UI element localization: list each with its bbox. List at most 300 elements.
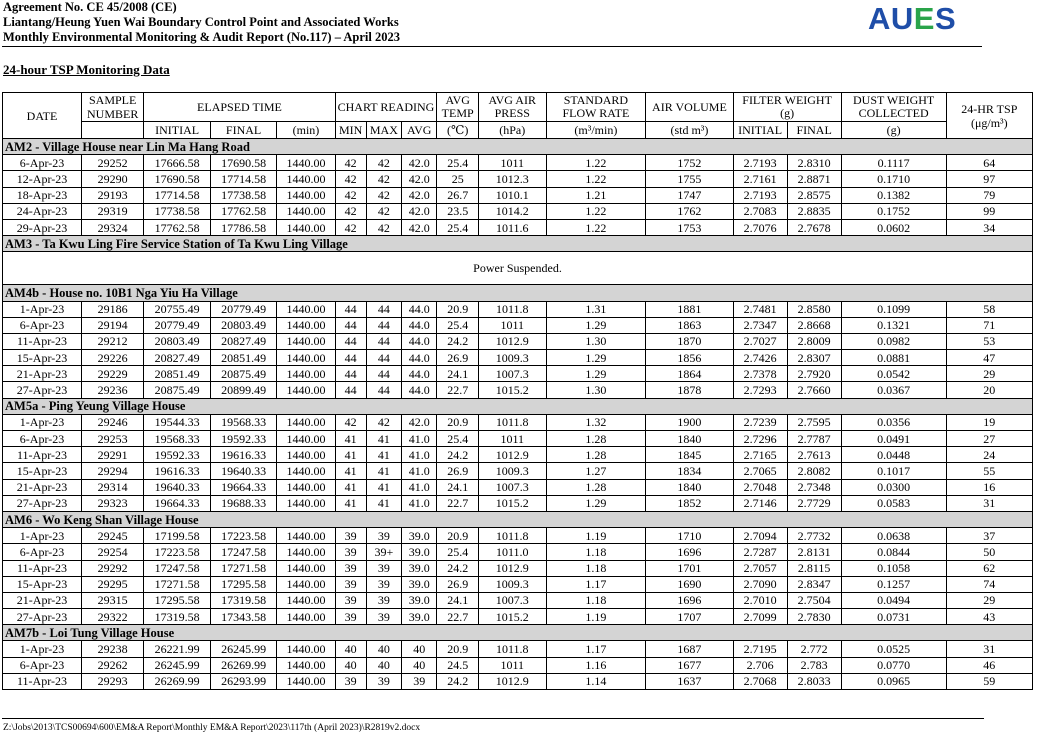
cell-chart-avg: 42.0 [402,187,437,203]
cell-chart-avg: 39.0 [402,592,437,608]
cell-chart-avg: 44.0 [402,333,437,349]
cell-sample-number: 29324 [81,219,143,235]
cell-chart-avg: 44.0 [402,366,437,382]
cell-dust-weight: 0.0844 [841,544,946,560]
site-name: AM4b - House no. 10B1 Nga Yiu Ha Village [3,285,1033,301]
cell-filter-initial: 2.7161 [733,171,787,187]
cell-avg-air-press: 1015.2 [478,495,546,511]
cell-air-volume: 1900 [646,414,733,430]
col-24hr-tsp-label: 24-HR TSP [961,101,1018,116]
cell-dust-weight: 0.1710 [841,171,946,187]
cell-elapsed-initial: 17319.58 [144,609,211,625]
cell-chart-avg: 41.0 [402,431,437,447]
cell-elapsed-min: 1440.00 [277,171,335,187]
cell-filter-final: 2.7613 [787,447,841,463]
cell-elapsed-initial: 17199.58 [144,528,211,544]
cell-filter-final: 2.8115 [787,560,841,576]
cell-filter-final: 2.8033 [787,673,841,689]
table-row [3,495,1033,511]
cell-chart-min: 44 [335,301,366,317]
cell-elapsed-final: 17295.58 [210,576,277,592]
cell-24hr-tsp: 55 [946,463,1032,479]
table-row [3,544,1033,560]
cell-avg-temp: 25.4 [437,431,479,447]
cell-elapsed-initial: 20851.49 [144,366,211,382]
col-sample-number: SAMPLE NUMBER [81,93,143,122]
cell-chart-avg: 41.0 [402,479,437,495]
cell-date: 6-Apr-23 [3,431,82,447]
cell-elapsed-initial: 17690.58 [144,171,211,187]
cell-avg-temp: 24.1 [437,592,479,608]
cell-filter-initial: 2.7065 [733,463,787,479]
cell-chart-max: 42 [366,171,401,187]
cell-dust-weight: 0.0356 [841,414,946,430]
cell-avg-temp: 23.5 [437,203,479,219]
table-row [3,576,1033,592]
cell-avg-temp: 25.4 [437,544,479,560]
cell-sample-number: 29193 [81,187,143,203]
cell-24hr-tsp: 71 [946,317,1032,333]
cell-dust-weight: 0.0542 [841,366,946,382]
report-title: Monthly Environmental Monitoring & Audit Report (No.117) – April 2023 [3,30,401,44]
cell-chart-max: 39 [366,592,401,608]
cell-elapsed-min: 1440.00 [277,155,335,171]
cell-elapsed-min: 1440.00 [277,350,335,366]
cell-filter-final: 2.783 [787,657,841,673]
cell-sample-number: 29319 [81,203,143,219]
cell-elapsed-min: 1440.00 [277,187,335,203]
cell-filter-initial: 2.7193 [733,155,787,171]
cell-elapsed-final: 20779.49 [210,301,277,317]
cell-24hr-tsp: 16 [946,479,1032,495]
cell-air-volume: 1878 [646,382,733,398]
cell-chart-avg: 41.0 [402,447,437,463]
table-row [3,203,1033,219]
cell-air-volume: 1864 [646,366,733,382]
cell-avg-air-press: 1014.2 [478,203,546,219]
cell-elapsed-final: 20899.49 [210,382,277,398]
cell-date: 21-Apr-23 [3,479,82,495]
col-avg-air-press: AVG AIR PRESS [478,93,546,122]
cell-chart-max: 42 [366,414,401,430]
cell-air-volume: 1752 [646,155,733,171]
cell-elapsed-min: 1440.00 [277,431,335,447]
footer-divider [2,718,984,719]
cell-elapsed-min: 1440.00 [277,641,335,657]
cell-flow-rate: 1.22 [546,219,646,235]
cell-air-volume: 1755 [646,171,733,187]
cell-dust-weight: 0.1382 [841,187,946,203]
cell-avg-air-press: 1012.9 [478,673,546,689]
cell-avg-air-press: 1009.3 [478,463,546,479]
cell-filter-final: 2.8307 [787,350,841,366]
cell-air-volume: 1753 [646,219,733,235]
cell-avg-temp: 20.9 [437,528,479,544]
cell-avg-temp: 24.5 [437,657,479,673]
cell-air-volume: 1637 [646,673,733,689]
cell-avg-temp: 24.2 [437,673,479,689]
cell-filter-final: 2.7504 [787,592,841,608]
cell-chart-max: 44 [366,350,401,366]
table-row [3,301,1033,317]
cell-filter-final: 2.7595 [787,414,841,430]
cell-elapsed-final: 17762.58 [210,203,277,219]
cell-24hr-tsp: 79 [946,187,1032,203]
cell-chart-avg: 42.0 [402,203,437,219]
cell-chart-min: 42 [335,155,366,171]
cell-filter-initial: 2.7076 [733,219,787,235]
cell-flow-rate: 1.31 [546,301,646,317]
tsp-monitoring-table [2,92,1033,690]
cell-chart-min: 39 [335,544,366,560]
cell-elapsed-initial: 20875.49 [144,382,211,398]
cell-sample-number: 29194 [81,317,143,333]
cell-avg-temp: 25.4 [437,219,479,235]
cell-chart-max: 41 [366,463,401,479]
cell-chart-avg: 44.0 [402,317,437,333]
cell-24hr-tsp: 27 [946,431,1032,447]
cell-sample-number: 29323 [81,495,143,511]
col-vol-unit: (std m³) [646,122,733,139]
cell-24hr-tsp: 31 [946,495,1032,511]
cell-filter-final: 2.8009 [787,333,841,349]
cell-chart-min: 44 [335,333,366,349]
cell-avg-air-press: 1012.9 [478,447,546,463]
cell-filter-initial: 2.7068 [733,673,787,689]
cell-air-volume: 1852 [646,495,733,511]
cell-dust-weight: 0.0448 [841,447,946,463]
cell-date: 11-Apr-23 [3,560,82,576]
cell-dust-weight: 0.0583 [841,495,946,511]
cell-elapsed-initial: 19568.33 [144,431,211,447]
cell-sample-number: 29186 [81,301,143,317]
cell-air-volume: 1701 [646,560,733,576]
cell-flow-rate: 1.28 [546,431,646,447]
cell-date: 6-Apr-23 [3,657,82,673]
cell-chart-max: 41 [366,447,401,463]
table-row [3,187,1033,203]
cell-dust-weight: 0.0770 [841,657,946,673]
cell-elapsed-final: 20875.49 [210,366,277,382]
site-header-row [3,625,1033,641]
cell-filter-initial: 2.7347 [733,317,787,333]
cell-avg-air-press: 1015.2 [478,609,546,625]
cell-filter-final: 2.8668 [787,317,841,333]
cell-chart-avg: 42.0 [402,414,437,430]
cell-avg-air-press: 1012.3 [478,171,546,187]
cell-elapsed-initial: 26221.99 [144,641,211,657]
cell-chart-min: 41 [335,463,366,479]
cell-filter-initial: 2.7083 [733,203,787,219]
table-row [3,155,1033,171]
site-header-row [3,139,1033,155]
cell-flow-rate: 1.29 [546,317,646,333]
cell-avg-air-press: 1015.2 [478,382,546,398]
cell-avg-air-press: 1007.3 [478,479,546,495]
cell-avg-air-press: 1011.8 [478,301,546,317]
cell-filter-initial: 2.7287 [733,544,787,560]
cell-elapsed-min: 1440.00 [277,219,335,235]
cell-avg-air-press: 1007.3 [478,366,546,382]
cell-filter-initial: 2.7010 [733,592,787,608]
cell-sample-number: 29293 [81,673,143,689]
cell-air-volume: 1690 [646,576,733,592]
cell-sample-number: 29254 [81,544,143,560]
cell-date: 15-Apr-23 [3,350,82,366]
cell-avg-temp: 25.4 [437,155,479,171]
cell-elapsed-final: 20827.49 [210,333,277,349]
cell-filter-initial: 2.7296 [733,431,787,447]
table-row [3,609,1033,625]
cell-24hr-tsp: 50 [946,544,1032,560]
cell-filter-initial: 2.7057 [733,560,787,576]
cell-24hr-tsp: 20 [946,382,1032,398]
cell-elapsed-final: 17223.58 [210,528,277,544]
cell-24hr-tsp: 31 [946,641,1032,657]
cell-chart-max: 40 [366,657,401,673]
cell-elapsed-min: 1440.00 [277,382,335,398]
cell-chart-avg: 40 [402,657,437,673]
cell-air-volume: 1696 [646,544,733,560]
cell-air-volume: 1747 [646,187,733,203]
cell-avg-temp: 24.2 [437,447,479,463]
cell-elapsed-final: 19640.33 [210,463,277,479]
cell-sample-number: 29290 [81,171,143,187]
table-row [3,657,1033,673]
cell-date: 6-Apr-23 [3,317,82,333]
cell-elapsed-initial: 20755.49 [144,301,211,317]
cell-dust-weight: 0.0965 [841,673,946,689]
cell-dust-weight: 0.0367 [841,382,946,398]
cell-dust-weight: 0.0982 [841,333,946,349]
cell-elapsed-initial: 19592.33 [144,447,211,463]
cell-elapsed-min: 1440.00 [277,301,335,317]
cell-elapsed-final: 19592.33 [210,431,277,447]
cell-sample-number: 29246 [81,414,143,430]
col-sample-number-spacer [81,122,143,139]
cell-chart-max: 39 [366,609,401,625]
col-elapsed-min: (min) [277,122,335,139]
table-row [3,171,1033,187]
logo-letter-a: A [868,1,891,36]
table-row [3,431,1033,447]
cell-24hr-tsp: 29 [946,592,1032,608]
cell-dust-weight: 0.0491 [841,431,946,447]
cell-elapsed-initial: 17666.58 [144,155,211,171]
cell-chart-min: 42 [335,414,366,430]
cell-flow-rate: 1.19 [546,609,646,625]
col-24hr-tsp-unit: (μg/m³) [970,115,1008,130]
cell-dust-weight: 0.0525 [841,641,946,657]
cell-chart-max: 42 [366,219,401,235]
cell-filter-final: 2.8575 [787,187,841,203]
table-row [3,219,1033,235]
cell-filter-initial: 2.706 [733,657,787,673]
cell-dust-weight: 0.0881 [841,350,946,366]
footer-file-path: Z:\Jobs\2013\TCS00694\600\EM&A Report\Monthly EM&A Report\2023\117th (April 2023)\R2819v2.docx [3,723,421,733]
cell-date: 12-Apr-23 [3,171,82,187]
cell-elapsed-min: 1440.00 [277,592,335,608]
cell-filter-final: 2.7678 [787,219,841,235]
cell-chart-min: 44 [335,317,366,333]
col-elapsed-initial: INITIAL [144,122,211,139]
cell-air-volume: 1840 [646,431,733,447]
cell-chart-min: 41 [335,479,366,495]
col-filter-final: FINAL [787,122,841,139]
cell-chart-max: 42 [366,155,401,171]
cell-filter-final: 2.7732 [787,528,841,544]
cell-avg-temp: 22.7 [437,382,479,398]
cell-avg-temp: 22.7 [437,609,479,625]
cell-chart-min: 42 [335,219,366,235]
cell-flow-rate: 1.18 [546,544,646,560]
cell-filter-final: 2.8871 [787,171,841,187]
cell-avg-temp: 24.1 [437,366,479,382]
cell-flow-rate: 1.29 [546,350,646,366]
table-row [3,414,1033,430]
cell-avg-temp: 26.9 [437,350,479,366]
cell-sample-number: 29295 [81,576,143,592]
cell-date: 1-Apr-23 [3,528,82,544]
cell-filter-initial: 2.7481 [733,301,787,317]
col-date: DATE [3,93,82,139]
cell-elapsed-min: 1440.00 [277,414,335,430]
table-row [3,592,1033,608]
col-flow-unit: (m³/min) [546,122,646,139]
cell-date: 27-Apr-23 [3,609,82,625]
cell-sample-number: 29322 [81,609,143,625]
cell-24hr-tsp: 47 [946,350,1032,366]
cell-24hr-tsp: 58 [946,301,1032,317]
cell-chart-max: 39 [366,560,401,576]
cell-chart-max: 39 [366,528,401,544]
cell-date: 1-Apr-23 [3,301,82,317]
cell-elapsed-final: 17786.58 [210,219,277,235]
cell-elapsed-final: 26293.99 [210,673,277,689]
cell-elapsed-min: 1440.00 [277,609,335,625]
cell-flow-rate: 1.32 [546,414,646,430]
cell-sample-number: 29238 [81,641,143,657]
cell-avg-air-press: 1011 [478,317,546,333]
cell-24hr-tsp: 97 [946,171,1032,187]
cell-elapsed-final: 19616.33 [210,447,277,463]
cell-date: 1-Apr-23 [3,641,82,657]
cell-chart-max: 42 [366,187,401,203]
table-row [3,560,1033,576]
cell-sample-number: 29315 [81,592,143,608]
col-avg-temp: AVG TEMP [437,93,479,122]
cell-chart-avg: 39.0 [402,544,437,560]
cell-24hr-tsp: 29 [946,366,1032,382]
cell-date: 15-Apr-23 [3,463,82,479]
cell-elapsed-final: 19688.33 [210,495,277,511]
col-chart-avg: AVG [402,122,437,139]
cell-flow-rate: 1.17 [546,641,646,657]
cell-chart-max: 39 [366,673,401,689]
cell-date: 11-Apr-23 [3,333,82,349]
cell-elapsed-initial: 19616.33 [144,463,211,479]
cell-chart-avg: 42.0 [402,219,437,235]
cell-filter-final: 2.8347 [787,576,841,592]
cell-dust-weight: 0.1099 [841,301,946,317]
cell-chart-min: 40 [335,641,366,657]
cell-avg-air-press: 1011.8 [478,528,546,544]
col-dust-unit: (g) [841,122,946,139]
cell-filter-initial: 2.7165 [733,447,787,463]
cell-chart-avg: 39.0 [402,576,437,592]
cell-elapsed-final: 26269.99 [210,657,277,673]
cell-avg-air-press: 1012.9 [478,560,546,576]
cell-chart-avg: 44.0 [402,350,437,366]
cell-avg-air-press: 1009.3 [478,576,546,592]
cell-24hr-tsp: 34 [946,219,1032,235]
cell-filter-final: 2.7787 [787,431,841,447]
table-row [3,528,1033,544]
cell-24hr-tsp: 43 [946,609,1032,625]
cell-date: 29-Apr-23 [3,219,82,235]
cell-avg-temp: 26.9 [437,463,479,479]
cell-avg-air-press: 1012.9 [478,333,546,349]
cell-elapsed-min: 1440.00 [277,366,335,382]
cell-elapsed-final: 26245.99 [210,641,277,657]
col-temp-unit: (℃) [437,122,479,139]
cell-elapsed-initial: 19640.33 [144,479,211,495]
cell-24hr-tsp: 59 [946,673,1032,689]
cell-chart-min: 41 [335,495,366,511]
cell-filter-final: 2.8131 [787,544,841,560]
cell-avg-temp: 25 [437,171,479,187]
cell-24hr-tsp: 74 [946,576,1032,592]
document-header [3,0,400,45]
cell-date: 11-Apr-23 [3,673,82,689]
cell-filter-initial: 2.7378 [733,366,787,382]
cell-filter-initial: 2.7239 [733,414,787,430]
site-header-row [3,398,1033,414]
cell-avg-air-press: 1010.1 [478,187,546,203]
cell-elapsed-initial: 20827.49 [144,350,211,366]
cell-elapsed-final: 17271.58 [210,560,277,576]
cell-elapsed-initial: 17271.58 [144,576,211,592]
cell-filter-initial: 2.7027 [733,333,787,349]
cell-flow-rate: 1.28 [546,479,646,495]
cell-elapsed-initial: 17247.58 [144,560,211,576]
cell-24hr-tsp: 53 [946,333,1032,349]
aues-logo [868,0,956,38]
cell-chart-min: 44 [335,366,366,382]
col-elapsed-time: ELAPSED TIME [144,93,335,122]
cell-chart-max: 44 [366,333,401,349]
cell-sample-number: 29212 [81,333,143,349]
cell-chart-max: 41 [366,431,401,447]
cell-sample-number: 29226 [81,350,143,366]
cell-avg-temp: 26.7 [437,187,479,203]
cell-chart-avg: 39.0 [402,528,437,544]
cell-avg-temp: 24.1 [437,479,479,495]
cell-dust-weight: 0.1058 [841,560,946,576]
cell-chart-avg: 40 [402,641,437,657]
cell-air-volume: 1762 [646,203,733,219]
cell-chart-avg: 41.0 [402,463,437,479]
cell-flow-rate: 1.14 [546,673,646,689]
cell-chart-min: 39 [335,592,366,608]
cell-sample-number: 29291 [81,447,143,463]
cell-elapsed-initial: 17738.58 [144,203,211,219]
cell-chart-avg: 39 [402,673,437,689]
cell-sample-number: 29229 [81,366,143,382]
cell-chart-min: 44 [335,350,366,366]
cell-flow-rate: 1.22 [546,155,646,171]
cell-filter-initial: 2.7099 [733,609,787,625]
